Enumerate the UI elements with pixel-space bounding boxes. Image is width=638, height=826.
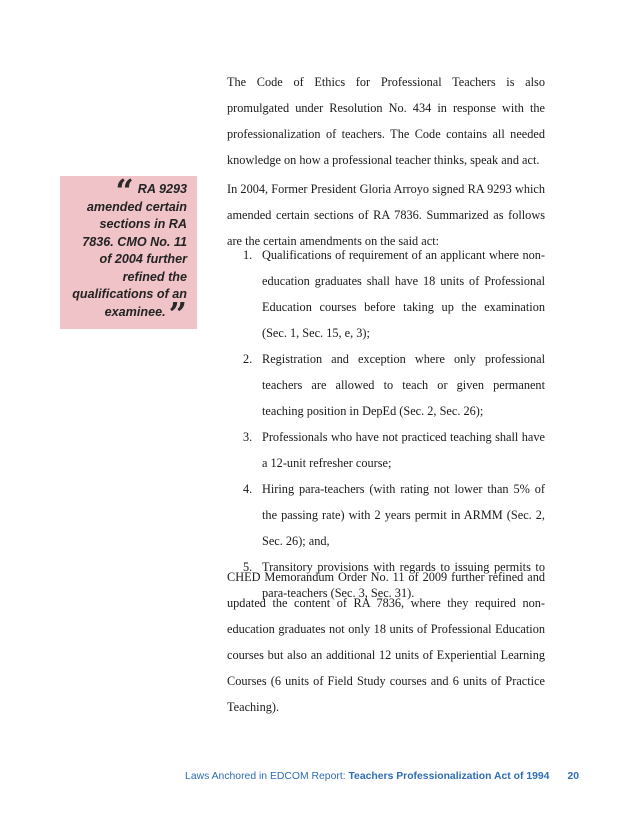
list-item-text: Professionals who have not practiced teaching shall have a 12-unit refresher course; — [262, 430, 545, 470]
body-paragraph — [227, 564, 545, 720]
open-quote-icon: “ — [115, 172, 134, 210]
list-item — [227, 476, 545, 554]
list-item-number: 4. — [243, 482, 253, 496]
paragraph-ra-9293: In 2004, Former President Gloria Arroyo signed RA 9293 which amended certain sections of RA 7836. Summarized as follows are the certain amendments on the said act: — [227, 182, 545, 248]
footer-prefix: Laws Anchored in EDCOM Report: — [185, 771, 349, 782]
list-item-number: 1. — [243, 248, 253, 262]
page-number: 20 — [567, 771, 579, 782]
list-item — [227, 424, 545, 476]
list-item — [227, 242, 545, 346]
list-item-text: Hiring para-teachers (with rating not lower than 5% of the passing rate) with 2 years permit in ARMM (Sec. 2, Sec. 26); and, — [262, 482, 545, 548]
list-item-number: 2. — [243, 352, 253, 366]
page-footer — [185, 771, 579, 782]
pull-quote — [60, 172, 197, 333]
footer-subtitle: Teachers Professionalization Act of 1994 — [348, 771, 550, 782]
list-item-text: Qualifications of requirement of an applicant where non-education graduates shall have 18 units of Professional Education courses before taking up the examination (Sec. 1, Sec. 15, e, 3); — [262, 248, 545, 340]
list-item-text: Transitory provisions with regards to issuing permits to para-teachers (Sec. 3, Sec. 31). — [262, 560, 545, 600]
list-item-text: Registration and exception where only professional teachers are allowed to teach or given permanent teaching position in DepEd (Sec. 2, Sec. 26); — [262, 352, 545, 418]
pull-quote-text: RA 9293 amended certain sections in RA 7836. CMO No. 11 of 2004 further refined the qualifications of an examinee. — [72, 182, 187, 319]
list-item — [227, 346, 545, 424]
close-quote-icon: ” — [168, 294, 187, 333]
amendments-list — [227, 242, 545, 606]
paragraph-code-of-ethics: The Code of Ethics for Professional Teachers is also promulgated under Resolution No. 434 in response with the professionalization of teachers. The Code contains all needed knowledge on how a professional teacher thinks, speak and act. — [227, 75, 545, 167]
body-paragraph — [227, 69, 545, 173]
paragraph-ched-memo: CHED Memorandum Order No. 11 of 2009 further refined and updated the content of RA 7836, where they required non-education graduates not only 18 units of Professional Education courses but also an additional 12 units of Experiential Learning Courses (6 units of Field Study courses and 6 units of Practice Teaching). — [227, 570, 545, 714]
list-item-number: 5. — [243, 560, 253, 574]
list-item-number: 3. — [243, 430, 253, 444]
